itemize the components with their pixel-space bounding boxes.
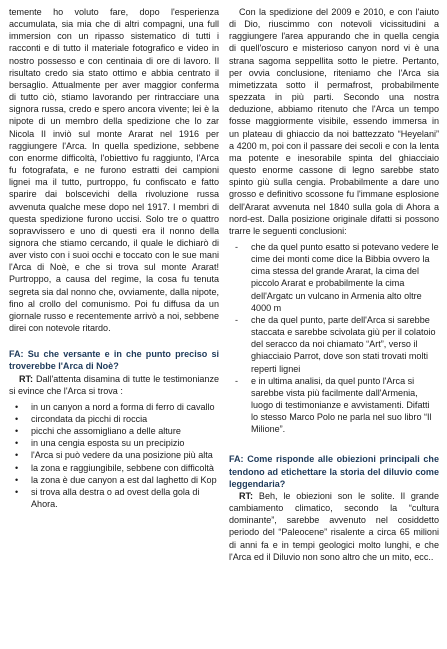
left-column (9, 6, 219, 514)
body-paragraph: temente ho voluto fare, dopo l'esperienza accumulata, sia mia che di altri compagni, una full immersion con un ripasso sistematico di tutti i racconti e di tutto il materiale fotografico e video in nostro possesso e con centinaia di ore di lavoro. Il risultato credo sia stato ottimo e abbia centrato il bersaglio. Attualmente per aver maggior conferma di tutto ciò, stiamo lavorando per rintracciare una signora russa, credo e spero ancora vivente; lei è la nipote di un membro della spedizione che lo zar Nicola II inviò sul monte Ararat nel 1916 per raggiungere l'Arca. In quella spedizione, sebbene con enorme difficoltà, l'obiettivo fu raggiunto, l'Arca fu fotografata, e ne furono estratti dei campioni lignei ma il tutto, purtroppo, fu confiscato e fatto sparire dai bolscevichi della rivoluzione russa avvenuta qualche mese dopo nel 1917. I membri di questa spedizione furono uccisi. Solo tre o quattro sopravvissero e uno di questi era il nonno della signora che stiamo cercando, il quale le dichiarò di aver visto con i suoi occhi e toccato con le sue mani l'Arca di Noè, e che si trova sul monte Ararat! Purtroppo, a causa del regime, la cosa fu tenuta segreta sia dal nonno che, ovviamente, dalla nipote, fino al crollo del comunismo. Poi fu diffusa da un giornale russo e recentemente arrivò a noi, sebbene direi con notevole ritardo. (9, 7, 219, 334)
list-item: • picchi che assomigliano a delle alture (9, 425, 219, 437)
list-item: - che da quel punto, parte dell'Arca si sarebbe staccata e sarebbe scivolata giù per il colatoio del seracco da noi chiamato “Art”, verso il ghiacciaio Parrot, dove son stati trovati molti reperti lignei (229, 314, 439, 375)
interview-answer (9, 373, 219, 397)
interview-question: FA: Come risponde alle obiezioni principali che tendono ad etichettare la storia del diluvio come leggendaria? (229, 454, 439, 489)
answer-text: Dall'attenta disamina di tutte le testimonianze si evince che l'Arca si trova : (9, 373, 219, 396)
bullet-icon (15, 437, 23, 449)
bullet-icon (15, 413, 23, 425)
list-item: • la zona e raggiungibile, sebbene con difficoltà (9, 462, 219, 474)
list-item: • la zona è due canyon a est dal laghetto di Kop (9, 474, 219, 486)
answer-text: Beh, le obiezioni son le solite. Il grande cambiamento climatico, secondo la “cultura dominante”, sarebbe avvenuto nel cosiddetto periodo del “Paleocene” risalente a circa 65 milioni di anni fa e in tempi geologici molto lunghi, e che l'Arca ed il Diluvio non sono altro che un mito, ecc.. (229, 490, 439, 562)
answer-speaker: RT: (239, 490, 254, 501)
location-list (9, 401, 219, 510)
right-column (229, 6, 439, 563)
dash-icon (235, 375, 243, 387)
list-item: • in un canyon a nord a forma di ferro di cavallo (9, 401, 219, 413)
dash-icon (235, 241, 243, 253)
list-item: - e in ultima analisi, da quel punto l'Arca si sarebbe vista più facilmente dall'Armenia, luogo di testimonianze e avvistamenti. Difatti lo stesso Marco Polo ne parla nel suo libro “Il Milione”. (229, 375, 439, 436)
conclusions-list (229, 241, 439, 436)
bullet-icon (15, 401, 23, 413)
interview-question: FA: Su che versante e in che punto preciso si troverebbe l'Arca di Noè? (9, 349, 219, 372)
list-item: • l'Arca si può vedere da una posizione più alta (9, 449, 219, 461)
list-item: • in una cengia esposta su un precipizio (9, 437, 219, 449)
body-paragraph: Con la spedizione del 2009 e 2010, e con l'aiuto di Dio, riuscimmo con notevoli vicissitudini a raggiungere l'area appurando che in quella cengia di quell'oscuro e misterioso canyon nord vi è una strana sagoma seppellita sotto le pietre. Pertanto, per ovvia conclusione, riteniamo che l'Arca sia mimetizzata sotto il permafrost, probabilmente spezzata in più parti. Secondo una nostra deduzione, abbiamo ritenuto che l'Arca un tempo fosse maggiormente visibile, essendo immersa in un plateau di ghiaccio da noi battezzato “Heyelani” a 4200 m, poi con il passare dei secoli e con la lenta ma potente e inesorabile spinta del ghiacciaio questo enorme cassone di legno sarebbe stato spinto giù sulla cengia. Probabilmente a dare uno grosso e definitivo scossone fu l'immane esplosione dell'Ararat avvenuta nel 1840 sulla gola di Ahora a nord-est. Dalla posizione originale difatti si possono trarre le seguenti conclusioni: (229, 7, 439, 236)
bullet-icon (15, 474, 23, 486)
bullet-icon (15, 462, 23, 474)
bullet-icon (15, 486, 23, 498)
list-item: - che da quel punto esatto si potevano vedere le cime dei monti come dice la Bibbia ovvero la cima stessa del grande Ararat, la cima del piccolo Ararat e probabilmente la cima dell'Argatc un vulcano in Armenia alto oltre 4000 m (229, 241, 439, 314)
list-item: • circondata da picchi di roccia (9, 413, 219, 425)
bullet-icon (15, 425, 23, 437)
dash-icon (235, 314, 243, 326)
bullet-icon (15, 449, 23, 461)
answer-speaker: RT: (19, 373, 34, 384)
interview-answer (229, 490, 439, 563)
list-item: • si trova alla destra o ad ovest della gola di Ahora. (9, 486, 219, 510)
